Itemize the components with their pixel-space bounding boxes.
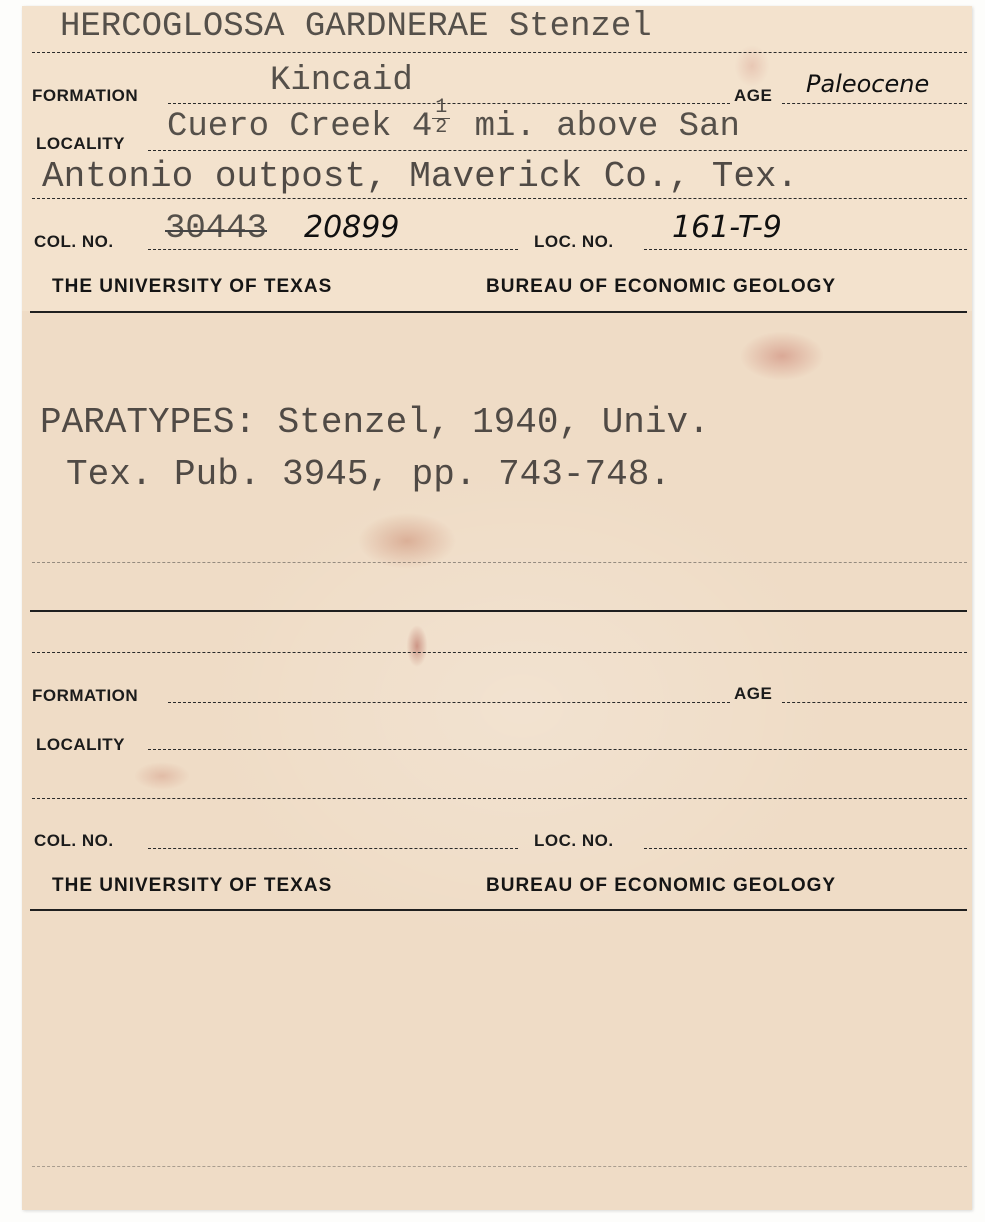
- rule-line: [32, 562, 967, 563]
- locality-line: [148, 749, 967, 750]
- formation-label-blank: FORMATION: [32, 686, 139, 705]
- label-divider: [30, 311, 967, 313]
- specimen-card: [22, 6, 972, 1210]
- col-no-struck-text: 30443: [165, 210, 268, 248]
- rule-line: [32, 798, 967, 799]
- paratypes-line1: PARATYPES: Stenzel, 1940, Univ.: [40, 402, 710, 443]
- rule-line: [32, 198, 967, 199]
- locality-line: [148, 150, 967, 151]
- loc-no-value: 161-T-9: [672, 210, 782, 245]
- paratypes-line2: Tex. Pub. 3945, pp. 743-748.: [66, 454, 671, 495]
- col-no-value: 20899: [304, 210, 400, 245]
- age-line: [782, 702, 967, 703]
- university-name-blank: THE UNIVERSITY OF TEXAS: [52, 875, 333, 896]
- locality-label-blank: LOCALITY: [36, 735, 125, 754]
- age-value: Paleocene: [806, 70, 930, 98]
- rule-line: [30, 610, 967, 612]
- col-no-line: [148, 249, 518, 250]
- col-no-line: [148, 848, 518, 849]
- rule-line: [32, 1166, 967, 1167]
- locality-fraction-denominator: 2: [435, 116, 448, 139]
- col-no-label-blank: COL. NO.: [34, 831, 114, 850]
- formation-line: [168, 702, 730, 703]
- locality-line1: [167, 96, 740, 146]
- bureau-name-blank: BUREAU OF ECONOMIC GEOLOGY: [486, 875, 837, 896]
- age-line: [782, 103, 967, 104]
- loc-no-line: [644, 848, 967, 849]
- loc-no-line: [644, 249, 967, 250]
- university-name: THE UNIVERSITY OF TEXAS: [52, 276, 333, 297]
- age-label: AGE: [734, 86, 773, 105]
- col-no-label: COL. NO.: [34, 232, 114, 251]
- formation-value: Kincaid: [270, 62, 413, 100]
- locality-fraction: [432, 96, 454, 139]
- rule-line: [32, 52, 967, 53]
- locality-fraction-numerator: 1: [435, 96, 448, 119]
- label-divider: [30, 909, 967, 911]
- locality-line2: Antonio outpost, Maverick Co., Tex.: [42, 156, 799, 197]
- loc-no-label: LOC. NO.: [534, 232, 614, 251]
- formation-line: [168, 103, 730, 104]
- rule-line: [32, 652, 967, 653]
- formation-label: FORMATION: [32, 86, 139, 105]
- taxon-name: HERCOGLOSSA GARDNERAE Stenzel: [60, 8, 652, 46]
- bureau-name: BUREAU OF ECONOMIC GEOLOGY: [486, 276, 837, 297]
- locality-label: LOCALITY: [36, 134, 125, 153]
- age-label-blank: AGE: [734, 684, 773, 703]
- locality-line1-end: mi. above San: [454, 108, 740, 146]
- locality-line1-start: Cuero Creek 4: [167, 108, 433, 146]
- loc-no-label-blank: LOC. NO.: [534, 831, 614, 850]
- col-no-struck: [165, 210, 267, 248]
